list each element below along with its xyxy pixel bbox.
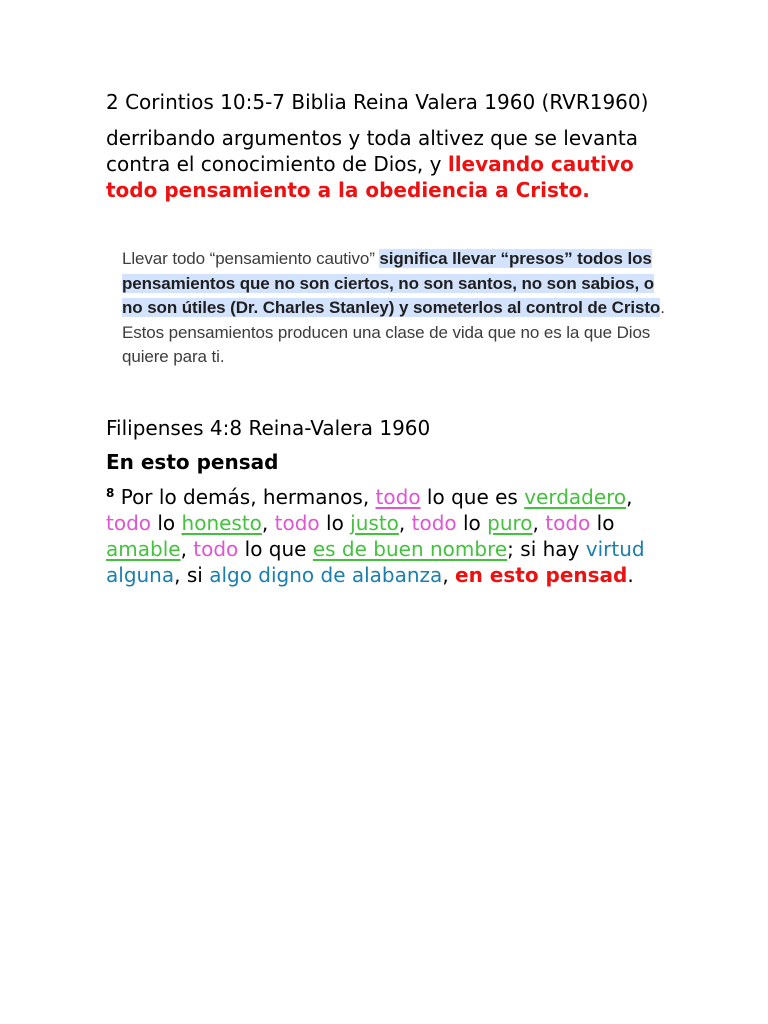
- quote-highlight: significa llevar “presos” todos los pensamientos que no son ciertos, no son santos, no son sabios, o no son útiles (Dr. Charles Stanley) y someterlos al control de Cristo: [122, 249, 661, 317]
- word-todo: todo: [106, 510, 152, 535]
- verse-text: derribando argumentos y toda altivez que se levanta contra el conocimiento de Dios, y: [106, 126, 639, 176]
- phrase-buen-nombre: es de buen nombre: [312, 536, 508, 561]
- quote-screenshot: [122, 247, 667, 370]
- word-honesto: honesto: [181, 510, 262, 535]
- word-todo: todo: [274, 510, 320, 535]
- quote-intro: Llevar todo “pensamiento cautivo”: [122, 249, 380, 268]
- verse-segment: ,: [180, 536, 194, 561]
- verse-segment: ,: [398, 510, 412, 535]
- verse-segment: , si: [174, 562, 210, 587]
- verse-segment: lo: [456, 510, 488, 535]
- verse-segment: lo que es: [420, 484, 525, 509]
- verse-segment: .: [627, 562, 634, 587]
- word-todo: todo: [375, 484, 421, 509]
- verse-emphasis: llevando cautivo todo pensamiento a la obediencia a Cristo.: [106, 152, 634, 202]
- verse-segment: ,: [261, 510, 275, 535]
- verse-segment: lo: [319, 510, 351, 535]
- word-justo: justo: [350, 510, 399, 535]
- word-verdadero: verdadero: [524, 484, 627, 509]
- word-todo: todo: [411, 510, 457, 535]
- word-todo: todo: [193, 536, 239, 561]
- verse-segment: lo que: [238, 536, 313, 561]
- word-todo: todo: [545, 510, 591, 535]
- phrase-virtud: virtud alguna: [106, 536, 645, 587]
- verse-number: 8: [106, 485, 115, 500]
- verse-segment: ,: [442, 562, 456, 587]
- verse-segment: Por lo demás, hermanos,: [114, 484, 376, 509]
- verse-segment: ,: [626, 484, 633, 509]
- verse-segment: ,: [532, 510, 546, 535]
- section-heading: En esto pensad: [106, 449, 279, 474]
- passage-reference-filipenses: Filipenses 4:8 Reina-Valera 1960: [106, 415, 431, 440]
- document-page: [106, 88, 686, 588]
- word-amable: amable: [106, 536, 181, 561]
- word-puro: puro: [487, 510, 533, 535]
- verse-filipenses: [106, 484, 686, 588]
- phrase-alabanza: algo digno de alabanza: [209, 562, 443, 587]
- verse-corintios: [106, 125, 686, 203]
- verse-segment: ; si hay: [507, 536, 586, 561]
- quote-end: . Estos pensamientos producen una clase de vida que no es la que Dios quiere para ti.: [122, 298, 665, 366]
- phrase-en-esto-pensad: en esto pensad: [455, 562, 628, 587]
- verse-segment: lo: [590, 510, 615, 535]
- passage-reference-corintios: 2 Corintios 10:5-7 Biblia Reina Valera 1960 (RVR1960): [106, 90, 649, 114]
- verse-segment: lo: [151, 510, 182, 535]
